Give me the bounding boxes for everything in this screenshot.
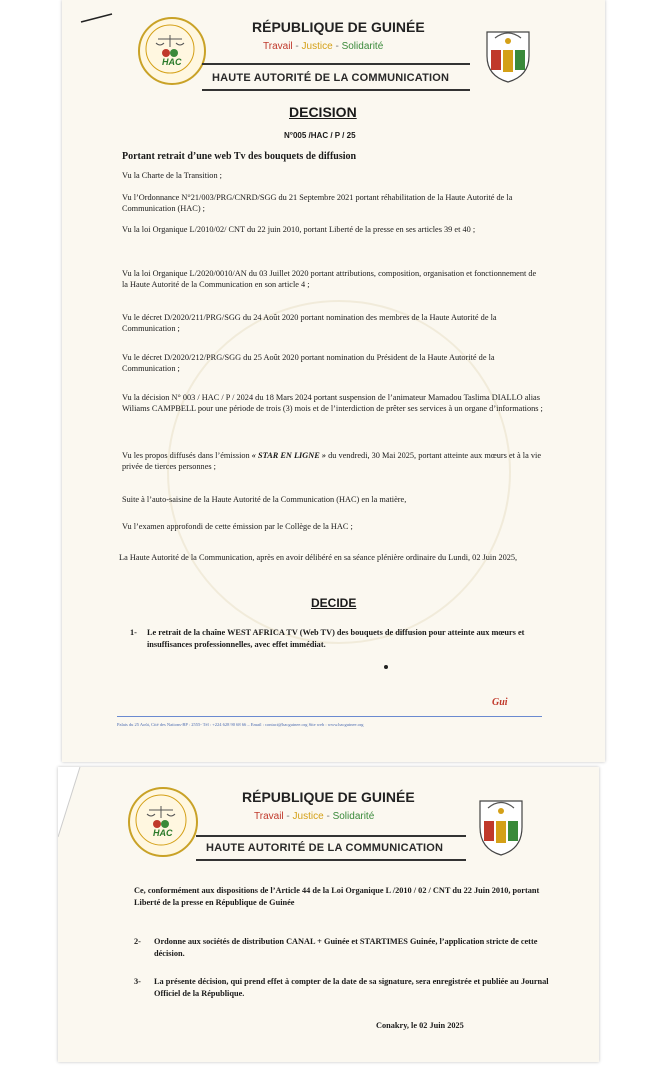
hac-logo-text: HAC (162, 57, 182, 67)
considerant-6: Vu le décret D/2020/212/PRG/SGG du 25 Août 2020 portant nomination du Président de la Haute Autorité de la Communication ; (122, 353, 495, 373)
authority-name: HAUTE AUTORITÉ DE LA COMMUNICATION (212, 72, 450, 84)
deliberation-paragraph: La Haute Autorité de la Communication, après en avoir délibéré en sa séance plénière ordinaire du Lundi, 02 Juin 2025, (119, 553, 518, 562)
considerant-9: Suite à l’auto-saisine de la Haute Autorité de la Communication (HAC) en la matière, (122, 495, 407, 504)
show-name: « STAR EN LIGNE » (251, 451, 327, 460)
considerant-1: Vu la Charte de la Transition ; (122, 171, 222, 180)
decision-page-2 (58, 767, 599, 1062)
ink-dot (384, 665, 388, 669)
article-3-number: 3- (134, 977, 141, 986)
footer-rule (117, 716, 542, 717)
coat-of-arms-icon (481, 22, 535, 84)
header-rule-top (196, 835, 466, 837)
decision-page-1 (62, 0, 605, 762)
article-3-text: La présente décision, qui prend effet à compter de la date de sa signature, sera enregistrée et publiée au Journal Officiel de la République. (154, 977, 549, 998)
hac-logo (138, 17, 206, 85)
decision-title: DECISION (289, 104, 357, 120)
article-1-text: Le retrait de la chaîne WEST AFRICA TV (Web TV) des bouquets de diffusion pour atteinte aux mœurs et insuffisances professionnelles, avec effet immédiat. (147, 628, 525, 649)
considerant-3: Vu la loi Organique L/2010/02/ CNT du 22 juin 2010, portant Liberté de la presse en ses articles 39 et 40 ; (122, 225, 476, 234)
footer-contact: Palais du 25 Août, Cité des Nations-BP : 2555- Tél : +224 628 90 68 66 – Email : contact@hacguinee.org Site web : www.hacguinee.org (117, 722, 364, 727)
article-1-number: 1- (130, 628, 137, 637)
considerant-7: Vu la décision N° 003 / HAC / P / 2024 du 18 Mars 2024 portant suspension de l’animateur Mamadou Taslima DIALLO alias Wiliams CAMPBELL pour une période de trois (3) mois et de l’interdiction de prêter ses services à un organe d’informations ; (122, 393, 543, 413)
national-motto: Travail - Justice - Solidarité (263, 41, 384, 52)
considerant-4: Vu la loi Organique L/2020/0010/AN du 03 Juillet 2020 portant attributions, composition, organisation et fonctionnement de la Haute Autorité de la Communication en son article 4 ; (122, 269, 537, 289)
pen-mark-icon (80, 12, 114, 24)
hac-logo-text: HAC (153, 828, 173, 838)
header-rule-bottom (196, 859, 466, 861)
initials-signature: Gui (492, 697, 508, 708)
header-rule-top (202, 63, 470, 65)
coat-of-arms-icon (474, 791, 528, 857)
considerant-8: Vu les propos diffusés dans l’émission « STAR EN LIGNE » du vendredi, 30 Mai 2025, portant atteinte aux mœurs et à la vie privée de tierces personnes ; (122, 451, 542, 471)
decision-number: N°005 /HAC / P / 25 (284, 131, 356, 140)
decide-heading: DECIDE (311, 596, 357, 610)
republic-title: RÉPUBLIQUE DE GUINÉE (252, 19, 425, 35)
authority-name: HAUTE AUTORITÉ DE LA COMMUNICATION (206, 842, 444, 854)
article-2-text: Ordonne aux sociétés de distribution CANAL + Guinée et STARTIMES Guinée, l’application stricte de cette décision. (154, 937, 538, 958)
considerant-10: Vu l’examen approfondi de cette émission par le Collège de la HAC ; (122, 522, 353, 531)
republic-title: RÉPUBLIQUE DE GUINÉE (242, 789, 415, 805)
folded-corner (58, 767, 118, 847)
article-2-number: 2- (134, 937, 141, 946)
considerant-5: Vu le décret D/2020/211/PRG/SGG du 24 Août 2020 portant nomination des membres de la Haute Autorité de la Communication ; (122, 313, 497, 333)
place-and-date: Conakry, le 02 Juin 2025 (376, 1021, 464, 1030)
legal-basis-paragraph: Ce, conformément aux dispositions de l’Article 44 de la Loi Organique L /2010 / 02 / CNT du 22 Juin 2010, portant Liberté de la presse en République de Guinée (134, 886, 540, 907)
considerant-2: Vu l’Ordonnance N°21/003/PRG/CNRD/SGG du 21 Septembre 2021 portant réhabilitation de la Haute Autorité de la Communication (HAC) ; (122, 193, 513, 213)
national-motto: Travail - Justice - Solidarité (254, 811, 375, 822)
header-rule-bottom (202, 89, 470, 91)
hac-logo (128, 787, 198, 857)
decision-subject: Portant retrait d’une web Tv des bouquets de diffusion (122, 151, 357, 162)
